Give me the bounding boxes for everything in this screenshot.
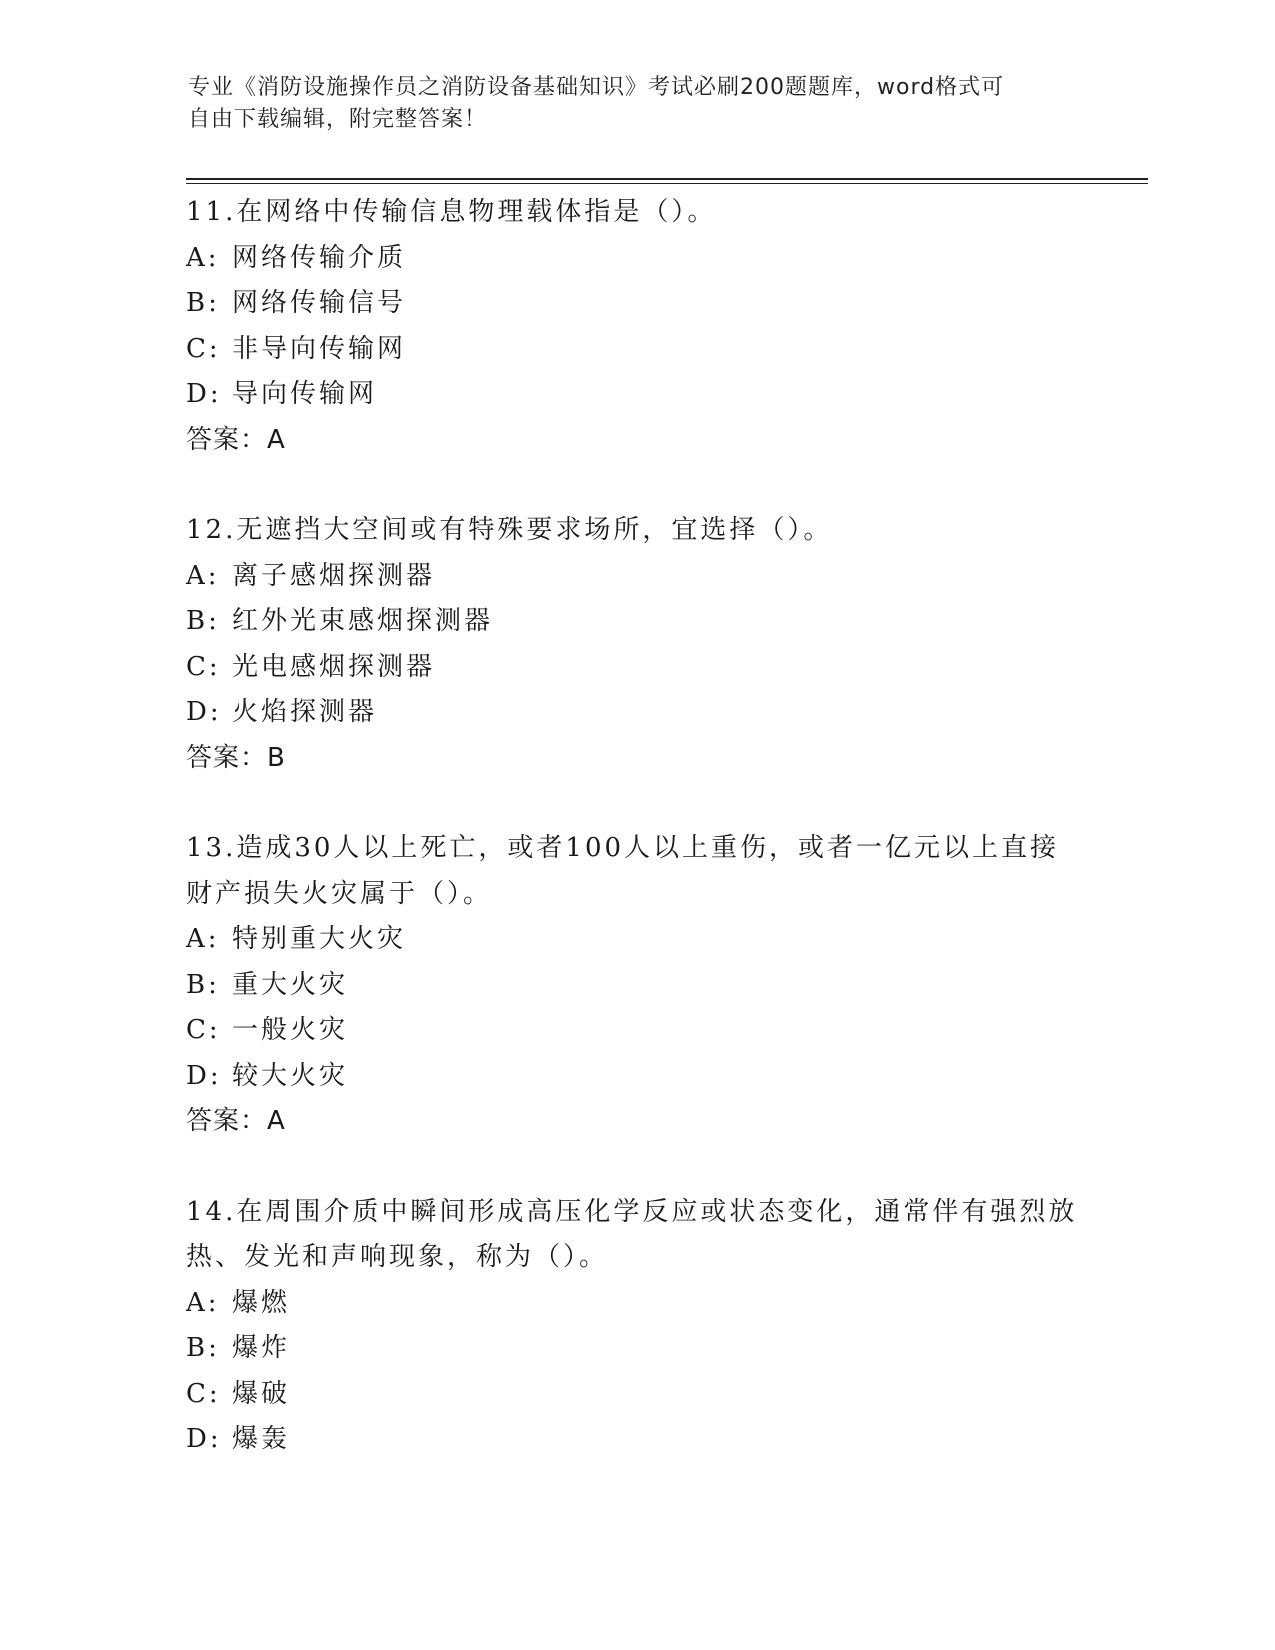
question-text-continued: 财产损失火灾属于（）。 <box>186 878 493 909</box>
option-text: 红外光束感烟探测器 <box>232 606 494 636</box>
option-label: D: <box>186 697 222 727</box>
question-list <box>186 190 1086 1508</box>
option-a <box>186 554 1086 600</box>
header-divider-thin <box>186 183 1148 184</box>
option-label: C: <box>186 1378 221 1409</box>
option-a <box>186 917 1086 963</box>
question-12 <box>186 508 1086 781</box>
option-text: 特别重大火灾 <box>232 924 407 954</box>
option-b <box>186 599 1086 645</box>
option-label: B: <box>186 606 220 636</box>
option-text: 离子感烟探测器 <box>232 560 436 591</box>
option-label: A: <box>186 924 220 954</box>
option-label: A: <box>186 560 220 591</box>
option-label: C: <box>186 651 221 682</box>
option-text: 较大火灾 <box>232 1060 349 1091</box>
option-text: 网络传输介质 <box>232 242 407 273</box>
option-b <box>186 963 1086 1009</box>
question-text: 12.无遮挡大空间或有特殊要求场所，宜选择（）。 <box>186 515 833 545</box>
option-text: 网络传输信号 <box>232 288 407 318</box>
option-label: C: <box>186 1015 221 1045</box>
option-label: A: <box>186 242 220 273</box>
option-label: D: <box>186 1424 222 1454</box>
option-d <box>186 1054 1086 1100</box>
question-14 <box>186 1190 1086 1463</box>
option-label: C: <box>186 333 221 364</box>
option-text: 非导向传输网 <box>232 333 407 364</box>
option-d <box>186 1417 1086 1463</box>
option-text: 火焰探测器 <box>232 697 378 727</box>
option-text: 爆破 <box>232 1378 291 1409</box>
option-text: 光电感烟探测器 <box>232 651 436 682</box>
option-text: 爆轰 <box>232 1424 291 1454</box>
option-text: 重大火灾 <box>232 969 349 1000</box>
option-d <box>186 690 1086 736</box>
option-text: 一般火灾 <box>232 1015 349 1045</box>
option-label: B: <box>186 969 220 1000</box>
header-line-1: 专业《消防设施操作员之消防设备基础知识》考试必刷200题题库，word格式可 <box>188 75 1005 100</box>
option-c <box>186 1372 1086 1418</box>
option-label: B: <box>186 1333 220 1363</box>
option-text: 爆炸 <box>232 1333 291 1363</box>
option-b <box>186 1326 1086 1372</box>
answer-line: 答案：B <box>186 742 286 773</box>
option-label: A: <box>186 1287 220 1318</box>
question-11 <box>186 190 1086 463</box>
option-label: D: <box>186 1060 222 1091</box>
option-c <box>186 645 1086 691</box>
option-text: 爆燃 <box>232 1287 291 1318</box>
option-text: 导向传输网 <box>232 379 378 409</box>
option-a <box>186 1281 1086 1327</box>
question-text: 11.在网络中传输信息物理载体指是（）。 <box>186 197 717 227</box>
header-divider-thick <box>186 178 1148 180</box>
question-text-continued: 热、发光和声响现象，称为（）。 <box>186 1242 609 1272</box>
option-c <box>186 1008 1086 1054</box>
option-d <box>186 372 1086 418</box>
document-header <box>188 72 1068 136</box>
option-b <box>186 281 1086 327</box>
answer-line: 答案：A <box>186 1106 286 1136</box>
option-c <box>186 327 1086 373</box>
option-a <box>186 236 1086 282</box>
option-label: D: <box>186 379 222 409</box>
answer-line: 答案：A <box>186 424 286 455</box>
question-text: 14.在周围介质中瞬间形成高压化学反应或状态变化，通常伴有强烈放 <box>186 1196 1078 1227</box>
question-13 <box>186 826 1086 1145</box>
option-label: B: <box>186 288 220 318</box>
question-text: 13.造成30人以上死亡，或者100人以上重伤，或者一亿元以上直接 <box>186 833 1060 863</box>
header-line-2: 自由下载编辑，附完整答案！ <box>188 107 488 132</box>
